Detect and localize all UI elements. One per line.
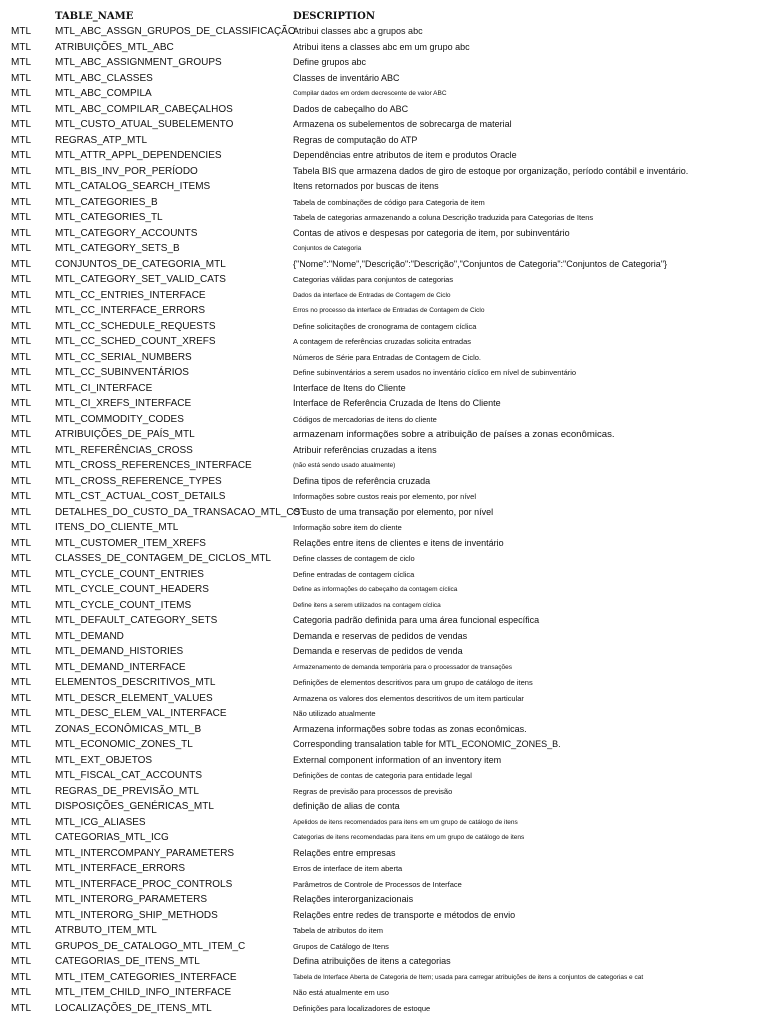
table-row [0, 520, 768, 536]
product-cell: MTL [11, 754, 31, 766]
table-name-cell: MTL_ITEM_CHILD_INFO_INTERFACE [55, 987, 232, 998]
product-cell: MTL [11, 243, 31, 254]
table-name-cell: MTL_CI_INTERFACE [55, 382, 153, 394]
product-cell: MTL [11, 336, 31, 347]
table-row [0, 846, 768, 862]
table-name-cell: MTL_CATEGORY_SETS_B [55, 243, 180, 254]
description-cell: Define subinventários a serem usados no inventário cíclico em nível de subinventário [293, 368, 577, 377]
table-row [0, 722, 768, 738]
product-cell: MTL [11, 599, 31, 611]
table-name-cell: MTL_ABC_CLASSES [55, 72, 153, 84]
description-cell: Regras de previsão para processos de previsão [293, 786, 453, 796]
table-name-cell: DISPOSIÇÕES_GENÉRICAS_MTL [55, 801, 214, 812]
product-cell: MTL [11, 832, 31, 843]
table-body [0, 24, 768, 1016]
table-row [0, 365, 768, 381]
table-row [0, 257, 768, 273]
table-row [0, 133, 768, 149]
description-cell: Corresponding transalation table for MTL_ECONOMIC_ZONES_B. [293, 739, 561, 749]
table-row [0, 582, 768, 598]
description-cell: Compilar dados em ordem decrescente de valor ABC [293, 90, 447, 97]
product-cell: MTL [11, 491, 31, 502]
description-cell: Define classes de contagem de ciclo [293, 554, 415, 563]
product-cell: MTL [11, 88, 31, 99]
product-cell: MTL [11, 103, 31, 115]
table-row [0, 629, 768, 645]
description-cell: Define solicitações de cronograma de contagem cíclica [293, 321, 477, 331]
table-row [0, 334, 768, 350]
table-row [0, 970, 768, 986]
table-name-cell: MTL_INTERORG_SHIP_METHODS [55, 909, 218, 921]
table-row [0, 815, 768, 831]
product-cell: MTL [11, 956, 31, 967]
table-name-cell: MTL_CROSS_REFERENCE_TYPES [55, 475, 222, 487]
table-name-cell: MTL_INTERFACE_ERRORS [55, 863, 186, 874]
product-cell: MTL [11, 909, 31, 921]
table-row [0, 396, 768, 412]
description-cell: Atribui classes abc a grupos abc [293, 26, 423, 36]
product-cell: MTL [11, 181, 31, 192]
table-name-cell: MTL_ITEM_CATEGORIES_INTERFACE [55, 971, 237, 983]
description-cell: Define as informações do cabeçalho da contagem cíclica [293, 586, 458, 593]
product-cell: MTL [11, 925, 31, 936]
product-cell: MTL [11, 568, 31, 580]
product-cell: MTL [11, 522, 31, 533]
table-row [0, 861, 768, 877]
description-cell: Interface de Itens do Cliente [293, 382, 406, 393]
table-name-cell: MTL_INTERFACE_PROC_CONTROLS [55, 878, 233, 890]
table-name-cell: MTL_CC_ENTRIES_INTERFACE [55, 289, 206, 301]
table-name-cell: ATRIBUIÇÕES_DE_PAÍS_MTL [55, 429, 195, 440]
table-row [0, 985, 768, 1001]
table-name-cell: MTL_CATALOG_SEARCH_ITEMS [55, 181, 211, 192]
table-row [0, 148, 768, 164]
description-cell: Parâmetros de Controle de Processos de Interface [293, 879, 462, 889]
product-cell: MTL [11, 847, 31, 859]
description-cell: Conjuntos de Categoria [293, 245, 362, 252]
product-cell: MTL [11, 72, 31, 84]
table-row [0, 954, 768, 970]
table-name-cell: MTL_CUSTOMER_ITEM_XREFS [55, 537, 206, 549]
product-cell: MTL [11, 119, 31, 130]
table-row [0, 241, 768, 257]
table-row [0, 24, 768, 40]
product-cell: MTL [11, 723, 31, 735]
table-name-cell: ATRBUTO_ITEM_MTL [55, 925, 157, 936]
table-name-cell: MTL_ICG_ALIASES [55, 816, 146, 828]
description-cell: Categoria padrão definida para uma área funcional específica [293, 615, 540, 625]
product-cell: MTL [11, 398, 31, 409]
description-cell: Tabela de combinações de código para Categoria de item [293, 197, 485, 207]
table-name-cell: MTL_CC_SCHED_COUNT_XREFS [55, 336, 216, 347]
column-header-table-name: TABLE_NAME [55, 11, 134, 22]
description-cell: Categorias válidas para conjuntos de categorias [293, 275, 454, 284]
product-cell: MTL [11, 460, 31, 471]
description-cell: Define itens a serem utilizados na contagem cíclica [293, 601, 441, 609]
table-row [0, 753, 768, 769]
table-row [0, 210, 768, 226]
product-cell: MTL [11, 134, 31, 146]
table-name-cell: MTL_BIS_INV_POR_PERÍODO [55, 165, 198, 177]
table-row [0, 303, 768, 319]
table-row [0, 691, 768, 707]
table-name-cell: MTL_DEMAND [55, 630, 124, 642]
table-name-cell: ZONAS_ECONÔMICAS_MTL_B [55, 723, 202, 735]
table-name-cell: MTL_ATTR_APPL_DEPENDENCIES [55, 150, 222, 161]
product-cell: MTL [11, 894, 31, 905]
table-row [0, 598, 768, 614]
description-cell: Defina tipos de referência cruzada [293, 475, 431, 486]
table-name-cell: MTL_ABC_ASSGN_GRUPOS_DE_CLASSIFICAÇÃO [55, 26, 296, 37]
product-cell: MTL [11, 258, 31, 270]
table-name-cell: ATRIBUIÇÕES_MTL_ABC [55, 41, 174, 53]
product-cell: MTL [11, 940, 31, 952]
product-cell: MTL [11, 150, 31, 161]
table-name-cell: MTL_ABC_ASSIGNMENT_GROUPS [55, 57, 222, 68]
table-name-cell: REGRAS_DE_PREVISÃO_MTL [55, 785, 199, 797]
table-name-cell: MTL_DESC_ELEM_VAL_INTERFACE [55, 708, 227, 719]
table-name-cell: MTL_CC_SCHEDULE_REQUESTS [55, 320, 216, 332]
table-row [0, 551, 768, 567]
table-name-cell: MTL_CATEGORIES_TL [55, 212, 163, 223]
description-cell: Não está atualmente em uso [293, 988, 389, 997]
description-cell: Grupos de Catálogo de Itens [293, 941, 389, 951]
description-cell: Demanda e reservas de pedidos de vendas [293, 630, 468, 641]
table-name-cell: MTL_FISCAL_CAT_ACCOUNTS [55, 770, 203, 781]
table-row [0, 164, 768, 180]
table-name-cell: MTL_CC_SUBINVENTÁRIOS [55, 367, 189, 378]
table-name-cell: DETALHES_DO_CUSTO_DA_TRANSACAO_MTL_CST [55, 506, 307, 518]
table-row [0, 381, 768, 397]
table-name-cell: MTL_DEMAND_HISTORIES [55, 646, 184, 657]
product-cell: MTL [11, 537, 31, 549]
description-cell: Demanda e reservas de pedidos de venda [293, 646, 463, 656]
product-cell: MTL [11, 227, 31, 239]
product-cell: MTL [11, 274, 31, 285]
table-row [0, 660, 768, 676]
table-name-cell: LOCALIZAÇÕES_DE_ITENS_MTL [55, 1002, 212, 1014]
table-row [0, 226, 768, 242]
product-cell: MTL [11, 584, 31, 595]
table-row [0, 505, 768, 521]
product-cell: MTL [11, 661, 31, 673]
description-cell: Armazenamento de demanda temporária para o processador de transações [293, 663, 512, 671]
product-cell: MTL [11, 506, 31, 518]
table-name-cell: MTL_CATEGORY_SET_VALID_CATS [55, 274, 226, 285]
table-name-cell: CATEGORIAS_DE_ITENS_MTL [55, 956, 200, 967]
table-row [0, 71, 768, 87]
description-cell: (não está sendo usado atualmente) [293, 462, 396, 469]
description-cell: Interface de Referência Cruzada de Itens do Cliente [293, 398, 501, 408]
table-row [0, 830, 768, 846]
description-cell: O custo de uma transação por elemento, por nível [293, 506, 494, 517]
table-row [0, 675, 768, 691]
table-name-cell: ITENS_DO_CLIENTE_MTL [55, 522, 179, 533]
product-cell: MTL [11, 41, 31, 53]
table-row [0, 102, 768, 118]
product-cell: MTL [11, 816, 31, 828]
table-row [0, 737, 768, 753]
table-name-cell: CONJUNTOS_DE_CATEGORIA_MTL [55, 258, 226, 270]
table-row [0, 288, 768, 304]
table-name-cell: MTL_CATEGORIES_B [55, 196, 158, 208]
table-name-cell: MTL_CUSTO_ATUAL_SUBELEMENTO [55, 119, 234, 130]
table-row [0, 908, 768, 924]
table-name-cell: MTL_INTERORG_PARAMETERS [55, 894, 208, 905]
product-cell: MTL [11, 646, 31, 657]
product-cell: MTL [11, 692, 31, 704]
product-cell: MTL [11, 351, 31, 363]
description-cell: Armazena os subelementos de sobrecarga de material [293, 119, 512, 129]
description-cell: Informações sobre custos reais por elemento, por nível [293, 492, 477, 501]
description-cell: Erros no processo da interface de Entradas de Contagem de Ciclo [293, 307, 485, 314]
description-cell: Armazena informações sobre todas as zonas econômicas. [293, 723, 527, 734]
table-name-cell: MTL_CST_ACTUAL_COST_DETAILS [55, 491, 226, 502]
description-cell: Números de Série para Entradas de Contagem de Ciclo. [293, 352, 482, 362]
table-row [0, 117, 768, 133]
description-cell: Tabela de atributos do item [293, 926, 384, 935]
description-cell: Defina atribuições de itens a categorias [293, 956, 451, 966]
description-cell: Dados da interface de Entradas de Contagem de Ciclo [293, 291, 451, 299]
table-row [0, 567, 768, 583]
description-cell: definição de alias de conta [293, 801, 400, 811]
product-cell: MTL [11, 444, 31, 456]
product-cell: MTL [11, 305, 31, 316]
table-name-cell: MTL_CC_SERIAL_NUMBERS [55, 351, 192, 363]
description-cell: Não utilizado atualmente [293, 709, 376, 718]
description-cell: Categorias de itens recomendadas para itens em um grupo de catálogo de itens [293, 834, 525, 841]
description-cell: Define grupos abc [293, 57, 367, 67]
product-cell: MTL [11, 212, 31, 223]
product-cell: MTL [11, 475, 31, 487]
table-name-cell: CATEGORIAS_MTL_ICG [55, 832, 169, 843]
table-name-cell: CLASSES_DE_CONTAGEM_DE_CICLOS_MTL [55, 553, 271, 564]
product-cell: MTL [11, 739, 31, 750]
table-name-cell: ELEMENTOS_DESCRITIVOS_MTL [55, 677, 216, 688]
table-row [0, 272, 768, 288]
table-row [0, 877, 768, 893]
table-name-cell: MTL_DEMAND_INTERFACE [55, 661, 186, 673]
table-name-cell: MTL_CC_INTERFACE_ERRORS [55, 305, 206, 316]
product-cell: MTL [11, 677, 31, 688]
table-name-cell: MTL_EXT_OBJETOS [55, 754, 153, 766]
table-row [0, 706, 768, 722]
product-cell: MTL [11, 878, 31, 890]
table-name-cell: MTL_CYCLE_COUNT_ENTRIES [55, 568, 204, 580]
table-row [0, 55, 768, 71]
product-cell: MTL [11, 770, 31, 781]
description-cell: Itens retornados por buscas de itens [293, 181, 439, 191]
table-name-cell: MTL_DESCR_ELEMENT_VALUES [55, 692, 213, 704]
product-cell: MTL [11, 630, 31, 642]
product-cell: MTL [11, 553, 31, 564]
description-cell: Dados de cabeçalho do ABC [293, 103, 409, 114]
description-cell: Dependências entre atributos de item e produtos Oracle [293, 150, 517, 160]
product-cell: MTL [11, 26, 31, 37]
description-cell: Atribuir referências cruzadas a itens [293, 444, 437, 455]
product-cell: MTL [11, 1002, 31, 1014]
table-name-cell: MTL_CYCLE_COUNT_ITEMS [55, 599, 192, 611]
product-cell: MTL [11, 429, 31, 440]
description-cell: A contagem de referências cruzadas solicita entradas [293, 337, 472, 346]
product-cell: MTL [11, 57, 31, 68]
product-cell: MTL [11, 413, 31, 425]
table-row [0, 644, 768, 660]
table-row [0, 799, 768, 815]
product-cell: MTL [11, 382, 31, 394]
table-row [0, 86, 768, 102]
table-row [0, 195, 768, 211]
table-name-cell: MTL_ABC_COMPILA [55, 88, 152, 99]
product-cell: MTL [11, 289, 31, 301]
description-cell: Relações entre redes de transporte e métodos de envio [293, 909, 516, 920]
column-header-description: DESCRIPTION [293, 11, 375, 22]
description-cell: Relações entre itens de clientes e itens de inventário [293, 537, 504, 548]
table-name-cell: MTL_ABC_COMPILAR_CABEÇALHOS [55, 103, 233, 115]
table-row [0, 892, 768, 908]
table-row [0, 412, 768, 428]
table-name-cell: MTL_COMMODITY_CODES [55, 413, 184, 425]
description-cell: Classes de inventário ABC [293, 72, 400, 83]
table-name-cell: GRUPOS_DE_CATALOGO_MTL_ITEM_C [55, 940, 246, 952]
table-name-cell: MTL_CYCLE_COUNT_HEADERS [55, 584, 209, 595]
table-row [0, 768, 768, 784]
description-cell: Apelidos de itens recomendados para itens em um grupo de catálogo de itens [293, 818, 518, 826]
description-cell: Erros de interface de item aberta [293, 864, 403, 873]
description-cell: Definições de elementos descritivos para um grupo de catálogo de itens [293, 678, 533, 687]
table-row [0, 443, 768, 459]
description-cell: Relações entre empresas [293, 847, 396, 858]
description-cell: Regras de computação do ATP [293, 134, 418, 145]
table-row [0, 923, 768, 939]
table-name-cell: MTL_REFERÊNCIAS_CROSS [55, 444, 193, 456]
product-cell: MTL [11, 801, 31, 812]
table-name-cell: REGRAS_ATP_MTL [55, 134, 148, 146]
product-cell: MTL [11, 165, 31, 177]
table-row [0, 489, 768, 505]
table-name-cell: MTL_CATEGORY_ACCOUNTS [55, 227, 198, 239]
table-row [0, 319, 768, 335]
description-cell: Definições para localizadores de estoque [293, 1003, 431, 1013]
table-row [0, 536, 768, 552]
description-cell: Atribui itens a classes abc em um grupo abc [293, 41, 470, 52]
table-name-cell: MTL_CI_XREFS_INTERFACE [55, 398, 192, 409]
description-cell: Define entradas de contagem cíclica [293, 569, 415, 579]
product-cell: MTL [11, 971, 31, 983]
table-name-cell: MTL_CROSS_REFERENCES_INTERFACE [55, 460, 252, 471]
description-cell: Contas de ativos e despesas por categoria de item, por subinventário [293, 227, 570, 238]
description-cell: Relações interorganizacionais [293, 894, 414, 904]
product-cell: MTL [11, 785, 31, 797]
description-cell: Tabela de categorias armazenando a coluna Descrição traduzida para Categorias de Itens [293, 213, 594, 222]
description-cell: Definições de contas de categoria para entidade legal [293, 771, 472, 780]
product-cell: MTL [11, 320, 31, 332]
table-row [0, 427, 768, 443]
description-cell: External component information of an inventory item [293, 754, 502, 765]
table-row [0, 40, 768, 56]
product-cell: MTL [11, 708, 31, 719]
table-row [0, 939, 768, 955]
table-name-cell: MTL_DEFAULT_CATEGORY_SETS [55, 615, 218, 626]
product-cell: MTL [11, 863, 31, 874]
table-name-cell: MTL_ECONOMIC_ZONES_TL [55, 739, 193, 750]
description-cell: Tabela BIS que armazena dados de giro de estoque por organização, período contábil e inventário. [293, 165, 689, 176]
product-cell: MTL [11, 987, 31, 998]
product-cell: MTL [11, 196, 31, 208]
description-cell: Tabela de Interface Aberta de Categoria de Item; usada para carregar atribuições de itens a conjuntos de categorias e cat [293, 973, 644, 981]
table-row [0, 1001, 768, 1017]
table-row [0, 784, 768, 800]
table-row [0, 613, 768, 629]
product-cell: MTL [11, 367, 31, 378]
description-cell: {"Nome":"Nome","Descrição":"Descrição","Conjuntos de Categoria":"Conjuntos de Categoria"} [293, 258, 668, 269]
table-row [0, 179, 768, 195]
table-row [0, 458, 768, 474]
table-row [0, 474, 768, 490]
description-cell: Códigos de mercadorias de itens do cliente [293, 414, 437, 424]
description-cell: armazenam informações sobre a atribuição de países a zonas econômicas. [293, 429, 615, 440]
table-name-cell: MTL_INTERCOMPANY_PARAMETERS [55, 847, 235, 859]
description-cell: Informação sobre item do cliente [293, 523, 402, 532]
product-cell: MTL [11, 615, 31, 626]
description-cell: Armazena os valores dos elementos descritivos de um item particular [293, 693, 524, 703]
table-row [0, 350, 768, 366]
